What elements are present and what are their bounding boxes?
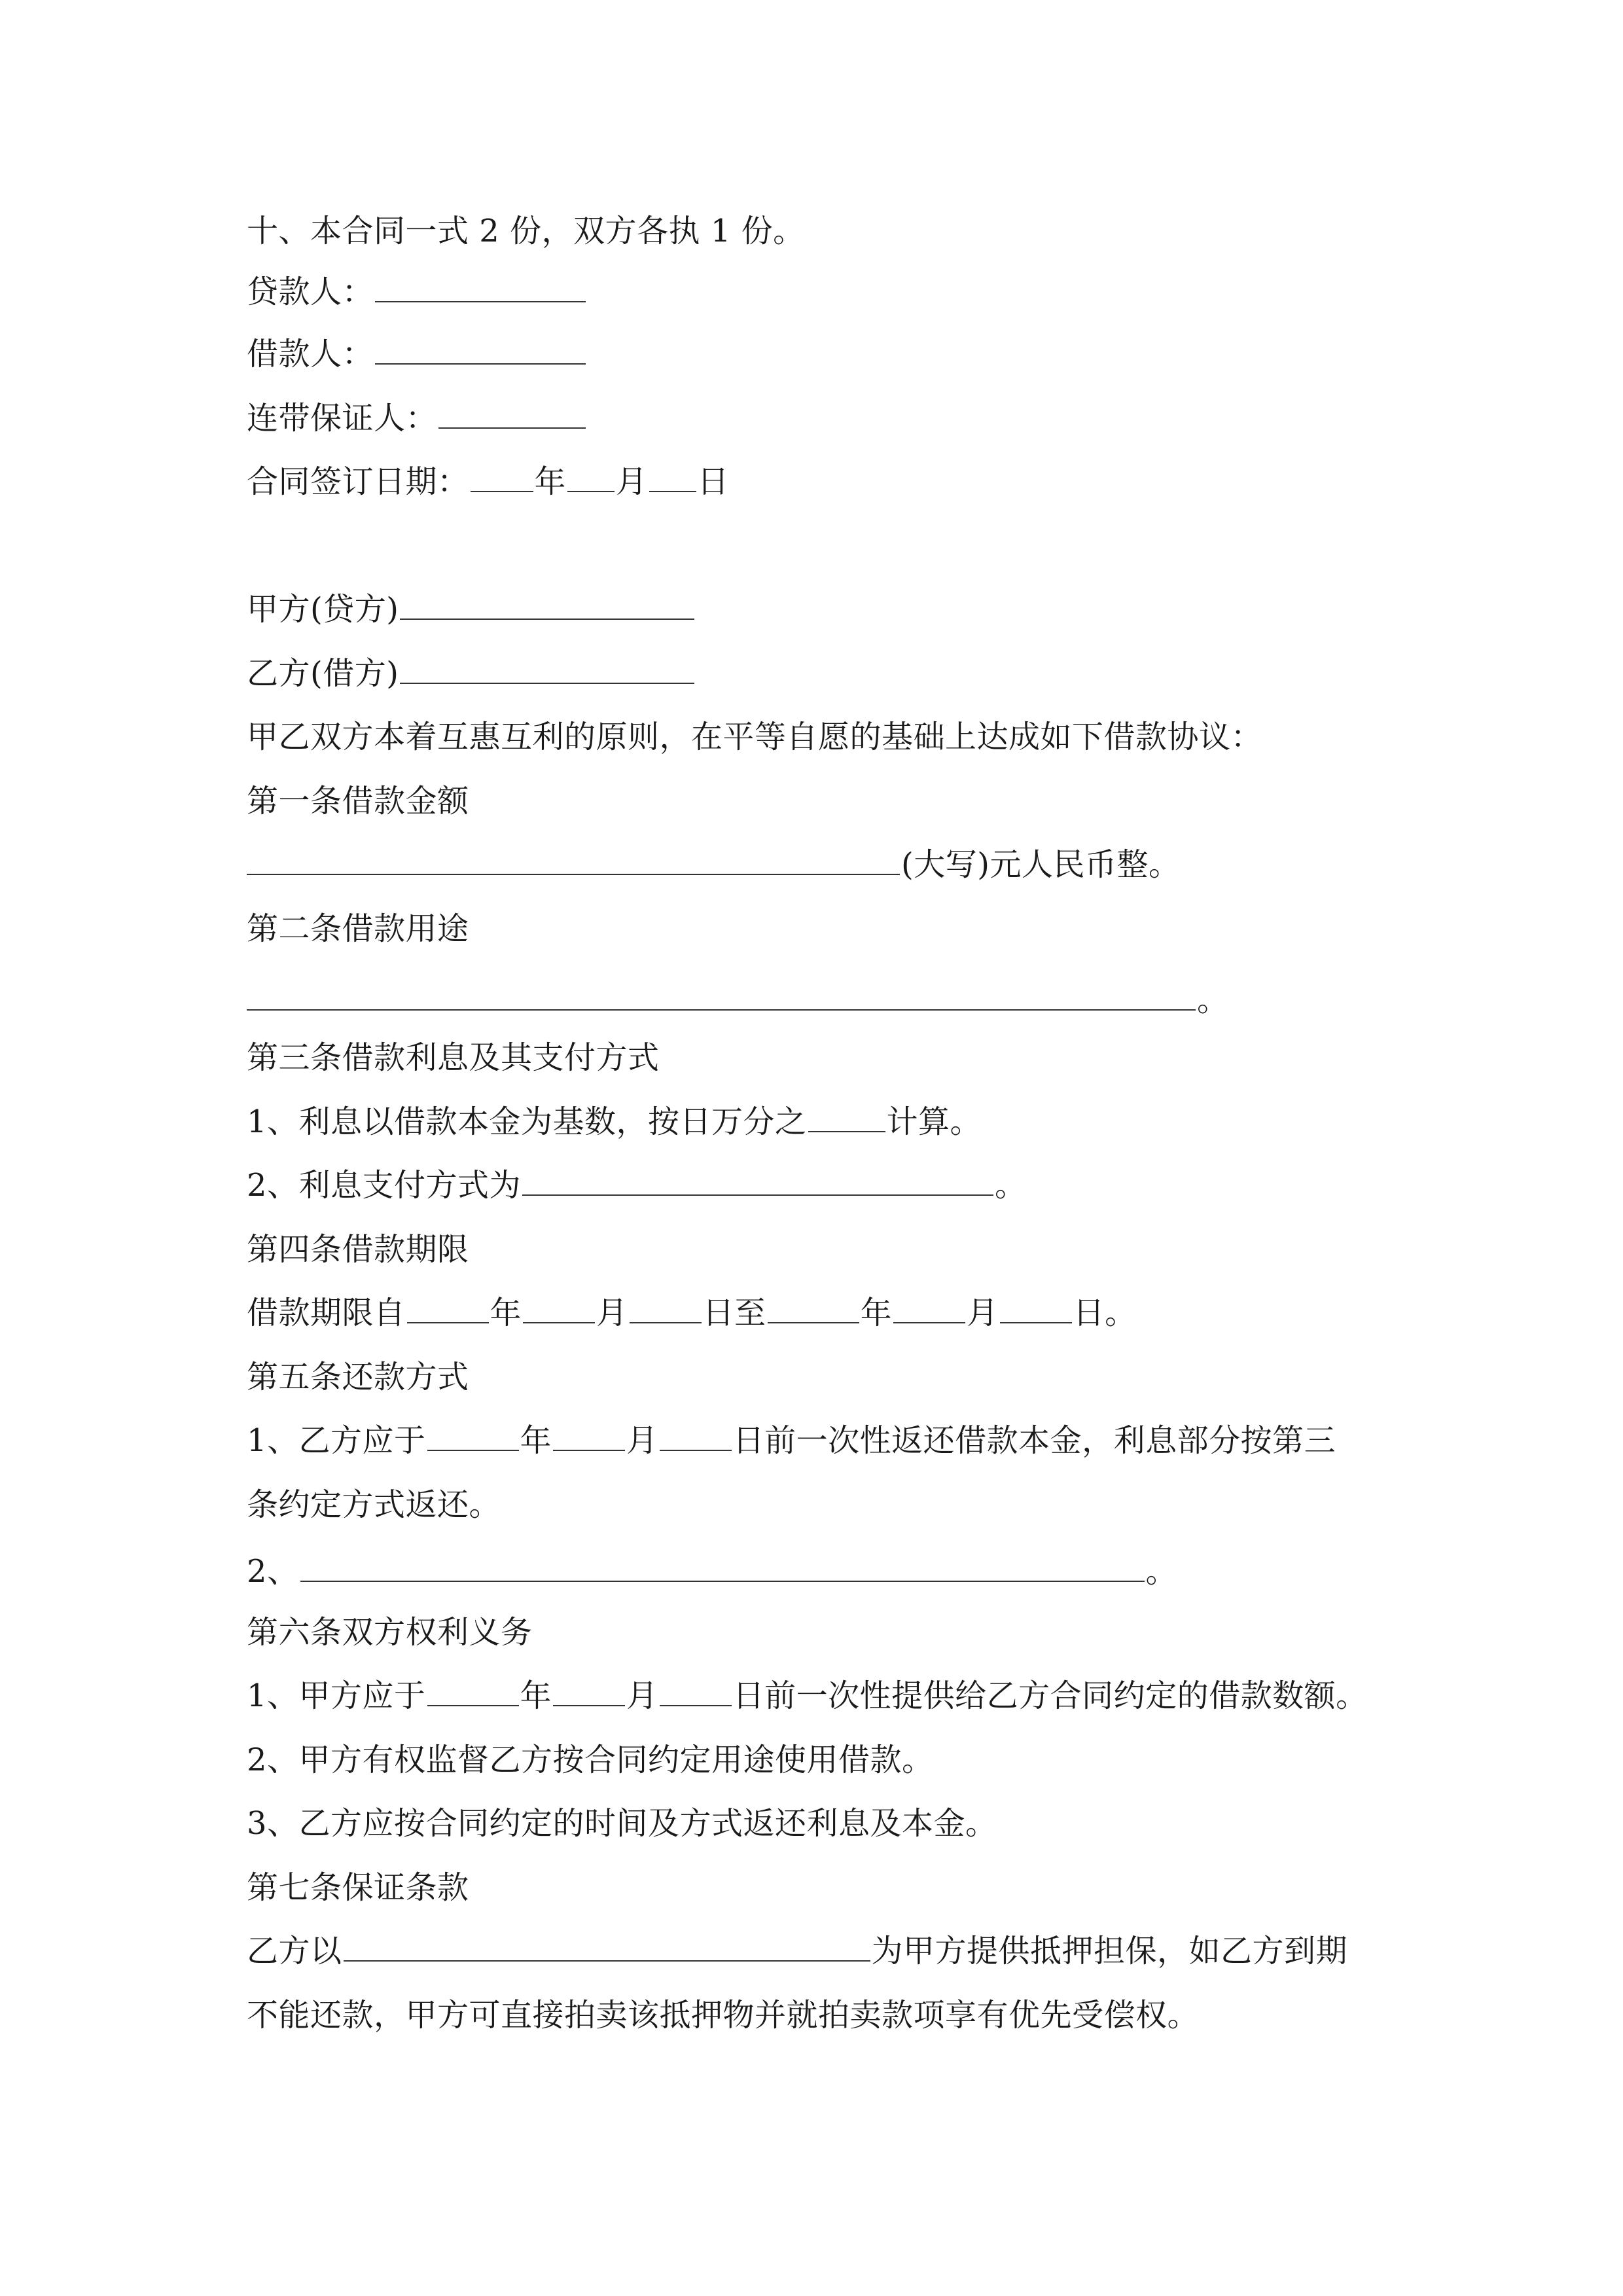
party-b-blank[interactable]: [400, 654, 694, 684]
repay-year-blank[interactable]: [427, 1421, 519, 1451]
article-3-heading: 第三条借款利息及其支付方式: [247, 1039, 660, 1076]
borrower-blank[interactable]: [375, 334, 586, 365]
preamble: 甲乙双方本着互惠互利的原则，在平等自愿的基础上达成如下借款协议：: [247, 719, 1263, 755]
term-start-year-blank[interactable]: [407, 1293, 489, 1323]
party-b-line: 乙方(借方): [247, 653, 696, 694]
article-4-heading: 第四条借款期限: [247, 1231, 469, 1268]
loan-purpose-blank[interactable]: [247, 980, 1196, 1011]
article-2-heading: 第二条借款用途: [247, 910, 469, 947]
sign-month-blank[interactable]: [567, 462, 615, 492]
term-end-day-blank[interactable]: [1000, 1293, 1072, 1323]
article-5-heading: 第五条还款方式: [247, 1359, 469, 1395]
repayment-other-blank[interactable]: [300, 1552, 1145, 1582]
loan-term-line: 借款期限自 年 月 日至 年 月 日。: [247, 1295, 1137, 1331]
provide-month-blank[interactable]: [553, 1676, 625, 1706]
interest-payment-line: 2、利息支付方式为 。: [247, 1167, 1027, 1204]
interest-rate-line: 1、利息以借款本金为基数，按日万分之 计算。: [247, 1103, 982, 1140]
party-a-line: 甲方(贷方): [247, 589, 696, 630]
borrower-signature-line: 借款人：: [247, 334, 587, 374]
lender-blank[interactable]: [375, 272, 586, 302]
repayment-continuation: 条约定方式返还。: [247, 1486, 501, 1523]
loan-amount-line: (大写)元人民币整。: [247, 844, 1180, 885]
article-7-heading: 第七条保证条款: [247, 1869, 469, 1906]
collateral-continuation: 不能还款，甲方可直接拍卖该抵押物并就拍卖款项享有优先受偿权。: [247, 1997, 1200, 2034]
provide-year-blank[interactable]: [427, 1676, 519, 1706]
interest-payment-blank[interactable]: [522, 1166, 993, 1196]
lender-signature-line: 贷款人：: [247, 272, 587, 312]
provide-day-blank[interactable]: [660, 1676, 732, 1706]
collateral-blank[interactable]: [344, 1931, 870, 1962]
guarantor-signature-line: 连带保证人：: [247, 398, 587, 439]
sign-year-blank[interactable]: [471, 462, 533, 492]
term-start-day-blank[interactable]: [630, 1293, 702, 1323]
repay-day-blank[interactable]: [660, 1421, 732, 1451]
repayment-date-line: 1、乙方应于 年 月 日前一次性返还借款本金，利息部分按第三: [247, 1422, 1336, 1459]
loan-amount-blank[interactable]: [247, 845, 900, 875]
loan-purpose-line: 。: [247, 980, 1229, 1020]
lender-provide-line: 1、甲方应于 年 月 日前一次性提供给乙方合同约定的借款数额。: [247, 1677, 1368, 1714]
clause-ten-copies: 十、本合同一式 2 份，双方各执 1 份。: [247, 213, 805, 249]
borrower-repay-line: 3、乙方应按合同约定的时间及方式返还利息及本金。: [247, 1805, 997, 1842]
article-1-heading: 第一条借款金额: [247, 783, 469, 819]
sign-day-blank[interactable]: [649, 462, 696, 492]
guarantor-blank[interactable]: [438, 399, 586, 429]
term-end-year-blank[interactable]: [768, 1293, 859, 1323]
article-6-heading: 第六条双方权利义务: [247, 1614, 533, 1651]
collateral-line: 乙方以 为甲方提供抵押担保，如乙方到期: [247, 1933, 1348, 1969]
signing-date-line: 合同签订日期： 年 月 日: [247, 463, 730, 500]
lender-supervise-line: 2、甲方有权监督乙方按合同约定用途使用借款。: [247, 1742, 934, 1778]
repayment-other-line: 2、 。: [247, 1553, 1178, 1590]
term-start-month-blank[interactable]: [523, 1293, 595, 1323]
interest-rate-blank[interactable]: [808, 1102, 885, 1132]
party-a-blank[interactable]: [400, 590, 694, 620]
repay-month-blank[interactable]: [553, 1421, 625, 1451]
term-end-month-blank[interactable]: [893, 1293, 965, 1323]
